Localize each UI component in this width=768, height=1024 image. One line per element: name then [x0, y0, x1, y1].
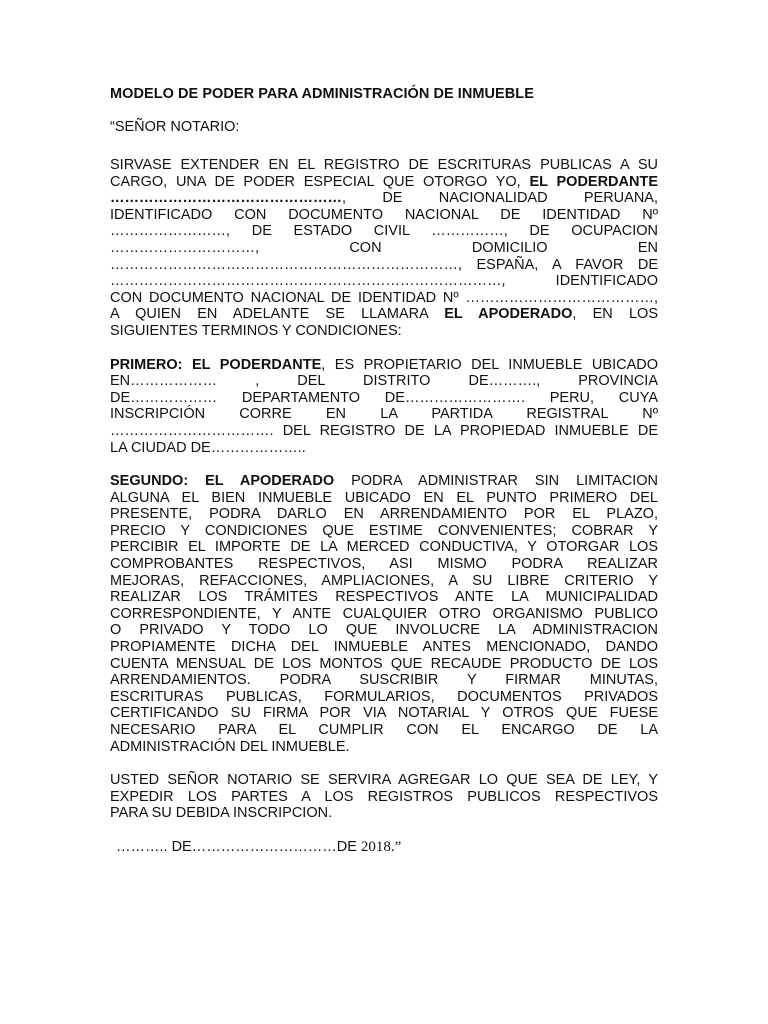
poderdante-name-blank: ………………………………………… — [110, 190, 342, 207]
salutation: “SEÑOR NOTARIO: — [110, 119, 240, 135]
clause-line: DE……………… DEPARTAMENTO DE……………………. PERU, CUYA — [110, 389, 658, 406]
clause-line: PRECIO Y CONDICIONES QUE ESTIME CONVENIENTES; COBRAR Y — [110, 522, 658, 539]
clause-line: REALIZAR LOS TRÁMITES RESPECTIVOS ANTE LA MUNICIPALIDAD — [110, 589, 658, 606]
clause-segundo — [110, 473, 658, 755]
clause-heading: SEGUNDO: EL APODERADO — [110, 473, 335, 490]
clause-line: PRESENTE, PODRA DARLO EN ARRENDAMIENTO POR EL PLAZO, — [110, 506, 658, 523]
closing-line: PARA SU DEBIDA INSCRIPCION. — [110, 805, 333, 822]
intro-line: …………………………………………, DE NACIONALIDAD PERUANA, — [110, 190, 658, 207]
intro-line: CARGO, UNA DE PODER ESPECIAL QUE OTORGO YO, EL PODERDANTE — [110, 173, 658, 190]
year-text: 2018.” — [360, 838, 402, 855]
clause-line: CERTIFICANDO SU FIRMA POR VIA NOTARIAL Y OTROS QUE FUESE — [110, 705, 658, 722]
clause-line: O PRIVADO Y TODO LO QUE INVOLUCRE LA ADMINISTRACION — [110, 622, 658, 639]
intro-line: A QUIEN EN ADELANTE SE LLAMARA EL APODERADO, EN LOS — [110, 306, 658, 323]
clause-line: CUENTA MENSUAL DE LOS MONTOS QUE RECAUDE PRODUCTO DE LOS — [110, 655, 658, 672]
apoderado-label: EL APODERADO — [444, 306, 573, 323]
clause-line: PROPIAMENTE DICHA DEL INMUEBLE ANTES MENCIONADO, DANDO — [110, 639, 658, 656]
intro-line: ………………………………………………………………, ESPAÑA, A FAVOR DE — [110, 256, 658, 273]
clause-line: CORRESPONDIENTE, Y ANTE CUALQUIER OTRO ORGANISMO PUBLICO — [110, 605, 658, 622]
intro-line: …………………………, CON DOMICILIO EN — [110, 239, 658, 256]
clause-line: COMPROBANTES RESPECTIVOS, ASI MISMO PODRA REALIZAR — [110, 556, 658, 573]
clause-heading: PRIMERO: EL PODERDANTE — [110, 356, 322, 373]
clause-line: SEGUNDO: EL APODERADO PODRA ADMINISTRAR SIN LIMITACION — [110, 473, 658, 490]
closing-line: EXPEDIR LOS PARTES A LOS REGISTROS PUBLICOS RESPECTIVOS — [110, 788, 658, 805]
intro-line: IDENTIFICADO CON DOCUMENTO NACIONAL DE IDENTIDAD Nº — [110, 206, 658, 223]
closing-paragraph — [110, 772, 658, 822]
clause-line: ……………………………. DEL REGISTRO DE LA PROPIEDAD INMUEBLE DE — [110, 422, 658, 439]
clause-line: LA CIUDAD DE……………….. — [110, 439, 306, 456]
clause-line: EN……………… , DEL DISTRITO DE………., PROVINCIA — [110, 373, 658, 390]
clause-line: ADMINISTRACIÓN DEL INMUEBLE. — [110, 738, 350, 755]
closing-line: USTED SEÑOR NOTARIO SE SERVIRA AGREGAR LO QUE SEA DE LEY, Y — [110, 772, 658, 789]
intro-line: ………………………………………………………………………, IDENTIFICADO — [110, 273, 658, 290]
poderdante-label: EL PODERDANTE — [529, 173, 658, 190]
intro-line: SIGUIENTES TERMINOS Y CONDICIONES: — [110, 322, 402, 339]
clause-line: ALGUNA EL BIEN INMUEBLE UBICADO EN EL PUNTO PRIMERO DEL — [110, 489, 658, 506]
clause-line: ARRENDAMIENTOS. PODRA SUSCRIBIR Y FIRMAR MINUTAS, — [110, 672, 658, 689]
clause-line: ESCRITURAS PUBLICAS, FORMULARIOS, DOCUMENTOS PRIVADOS — [110, 688, 658, 705]
clause-line: PERCIBIR EL IMPORTE DE LA MERCED CONDUCTIVA, Y OTORGAR LOS — [110, 539, 658, 556]
document-title: MODELO DE PODER PARA ADMINISTRACIÓN DE INMUEBLE — [110, 86, 534, 102]
clause-line: PRIMERO: EL PODERDANTE, ES PROPIETARIO DEL INMUEBLE UBICADO — [110, 356, 658, 373]
intro-line: CON DOCUMENTO NACIONAL DE IDENTIDAD Nº …………………………………, — [110, 289, 658, 306]
date-line: ……….. DE…………………………DE 2018.” — [116, 838, 402, 855]
clause-primero — [110, 357, 658, 457]
intro-line: SIRVASE EXTENDER EN EL REGISTRO DE ESCRITURAS PUBLICAS A SU — [110, 157, 658, 173]
clause-line: MEJORAS, REFACCIONES, AMPLIACIONES, A SU LIBRE CRITERIO Y — [110, 572, 658, 589]
intro-paragraph — [110, 157, 658, 340]
intro-line: ……………………, DE ESTADO CIVIL ……………, DE OCUPACION — [110, 223, 658, 240]
clause-line: NECESARIO PARA EL CUMPLIR CON EL ENCARGO DE LA — [110, 722, 658, 738]
clause-line: INSCRIPCIÓN CORRE EN LA PARTIDA REGISTRAL Nº — [110, 406, 658, 423]
